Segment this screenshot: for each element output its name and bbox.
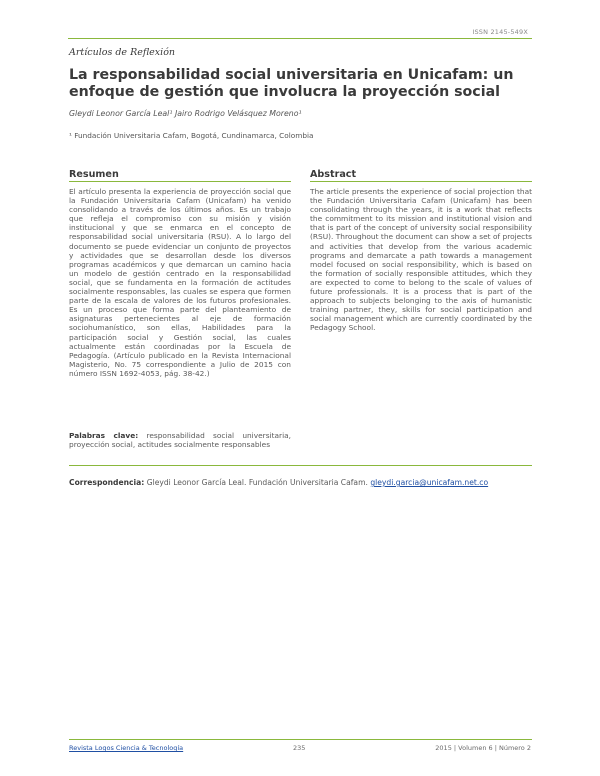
keywords-label: Palabras clave:	[69, 431, 139, 440]
resumen-heading: Resumen	[69, 169, 119, 180]
keywords-text: responsabilidad social universitaria, proyección social, actitudes socialmente responsables	[69, 431, 291, 450]
section-divider	[69, 465, 532, 466]
article-authors: Gleydi Leonor García Leal¹ Jairo Rodrigo Velásquez Moreno¹	[69, 109, 302, 118]
issn: ISSN 2145-549X	[472, 28, 528, 36]
section-label: Artículos de Reflexión	[69, 47, 176, 58]
article-title: La responsabilidad social universitaria en Unicafam: un enfoque de gestión que involucra la proyección social	[69, 67, 514, 100]
correspondence-text: Gleydi Leonor García Leal. Fundación Universitaria Cafam.	[146, 478, 368, 487]
keywords	[69, 431, 291, 449]
abstract-rule	[310, 181, 532, 182]
abstract-text: The article presents the experience of social projection that the Fundación Universitaria Cafam (Unicafam) has been consolidating through the years, it is a work that reflects the commitment to its mission and institutional vision and that is part of the concept of university social responsibility (RSU). Throughout the document can show a set of projects and activities that develop from the various academic programs and demarcate a path towards a management model focused on social responsibility, which is based on the formation of socially responsible attitudes, which they are expected to come to belong to the scale of values of future professionals. It is a process that is part of the approach to subjects belonging to the axis of humanistic training partner, they, skills for social participation and social management which are currently coordinated by the Pedagogy School.	[310, 187, 532, 333]
resumen-text: El artículo presenta la experiencia de proyección social que la Fundación Universitaria Cafam (Unicafam) ha venido consolidando a través de los últimos años. Es un trabajo que refleja el compromiso con su misión y visión institucional y que se enmarca en el concepto de responsabilidad social universitaria (RSU). A lo largo del documento se puede evidenciar un conjunto de proyectos y actividades que se desarrollan desde los diversos programas académicos y que demarcan un camino hacia un modelo de gestión centrado en la responsabilidad social, que se fundamenta en la formación de actitudes socialmente responsables, las cuales se espera que formen parte de la escala de valores de los futuros profesionales. Es un proceso que forma parte del planteamiento de asignaturas pertenecientes al eje de formación sociohumanístico, son ellas, Habilidades para la participación social y Gestión social, las cuales actualmente están coordinadas por la Escuela de Pedagogía. (Artículo publicado en la Revista Internacional Magisterio, No. 75 correspondiente a Julio de 2015 con número ISSN 1692-4053, pág. 38-42.)	[69, 187, 291, 378]
correspondence-label: Correspondencia:	[69, 478, 145, 487]
footer-issue: 2015 | Volumen 6 | Número 2	[435, 744, 531, 752]
abstract-heading: Abstract	[310, 169, 357, 180]
header-rule	[68, 38, 532, 39]
correspondence	[69, 478, 539, 487]
footer-page-number: 235	[293, 744, 306, 752]
resumen-rule	[69, 181, 291, 182]
footer-rule	[69, 739, 532, 740]
footer-journal-link[interactable]: Revista Logos Ciencia & Tecnología	[69, 744, 184, 752]
article-affiliation: ¹ Fundación Universitaria Cafam, Bogotá, Cundinamarca, Colombia	[69, 131, 314, 140]
correspondence-email-link[interactable]: gleydi.garcia@unicafam.net.co	[370, 478, 489, 487]
